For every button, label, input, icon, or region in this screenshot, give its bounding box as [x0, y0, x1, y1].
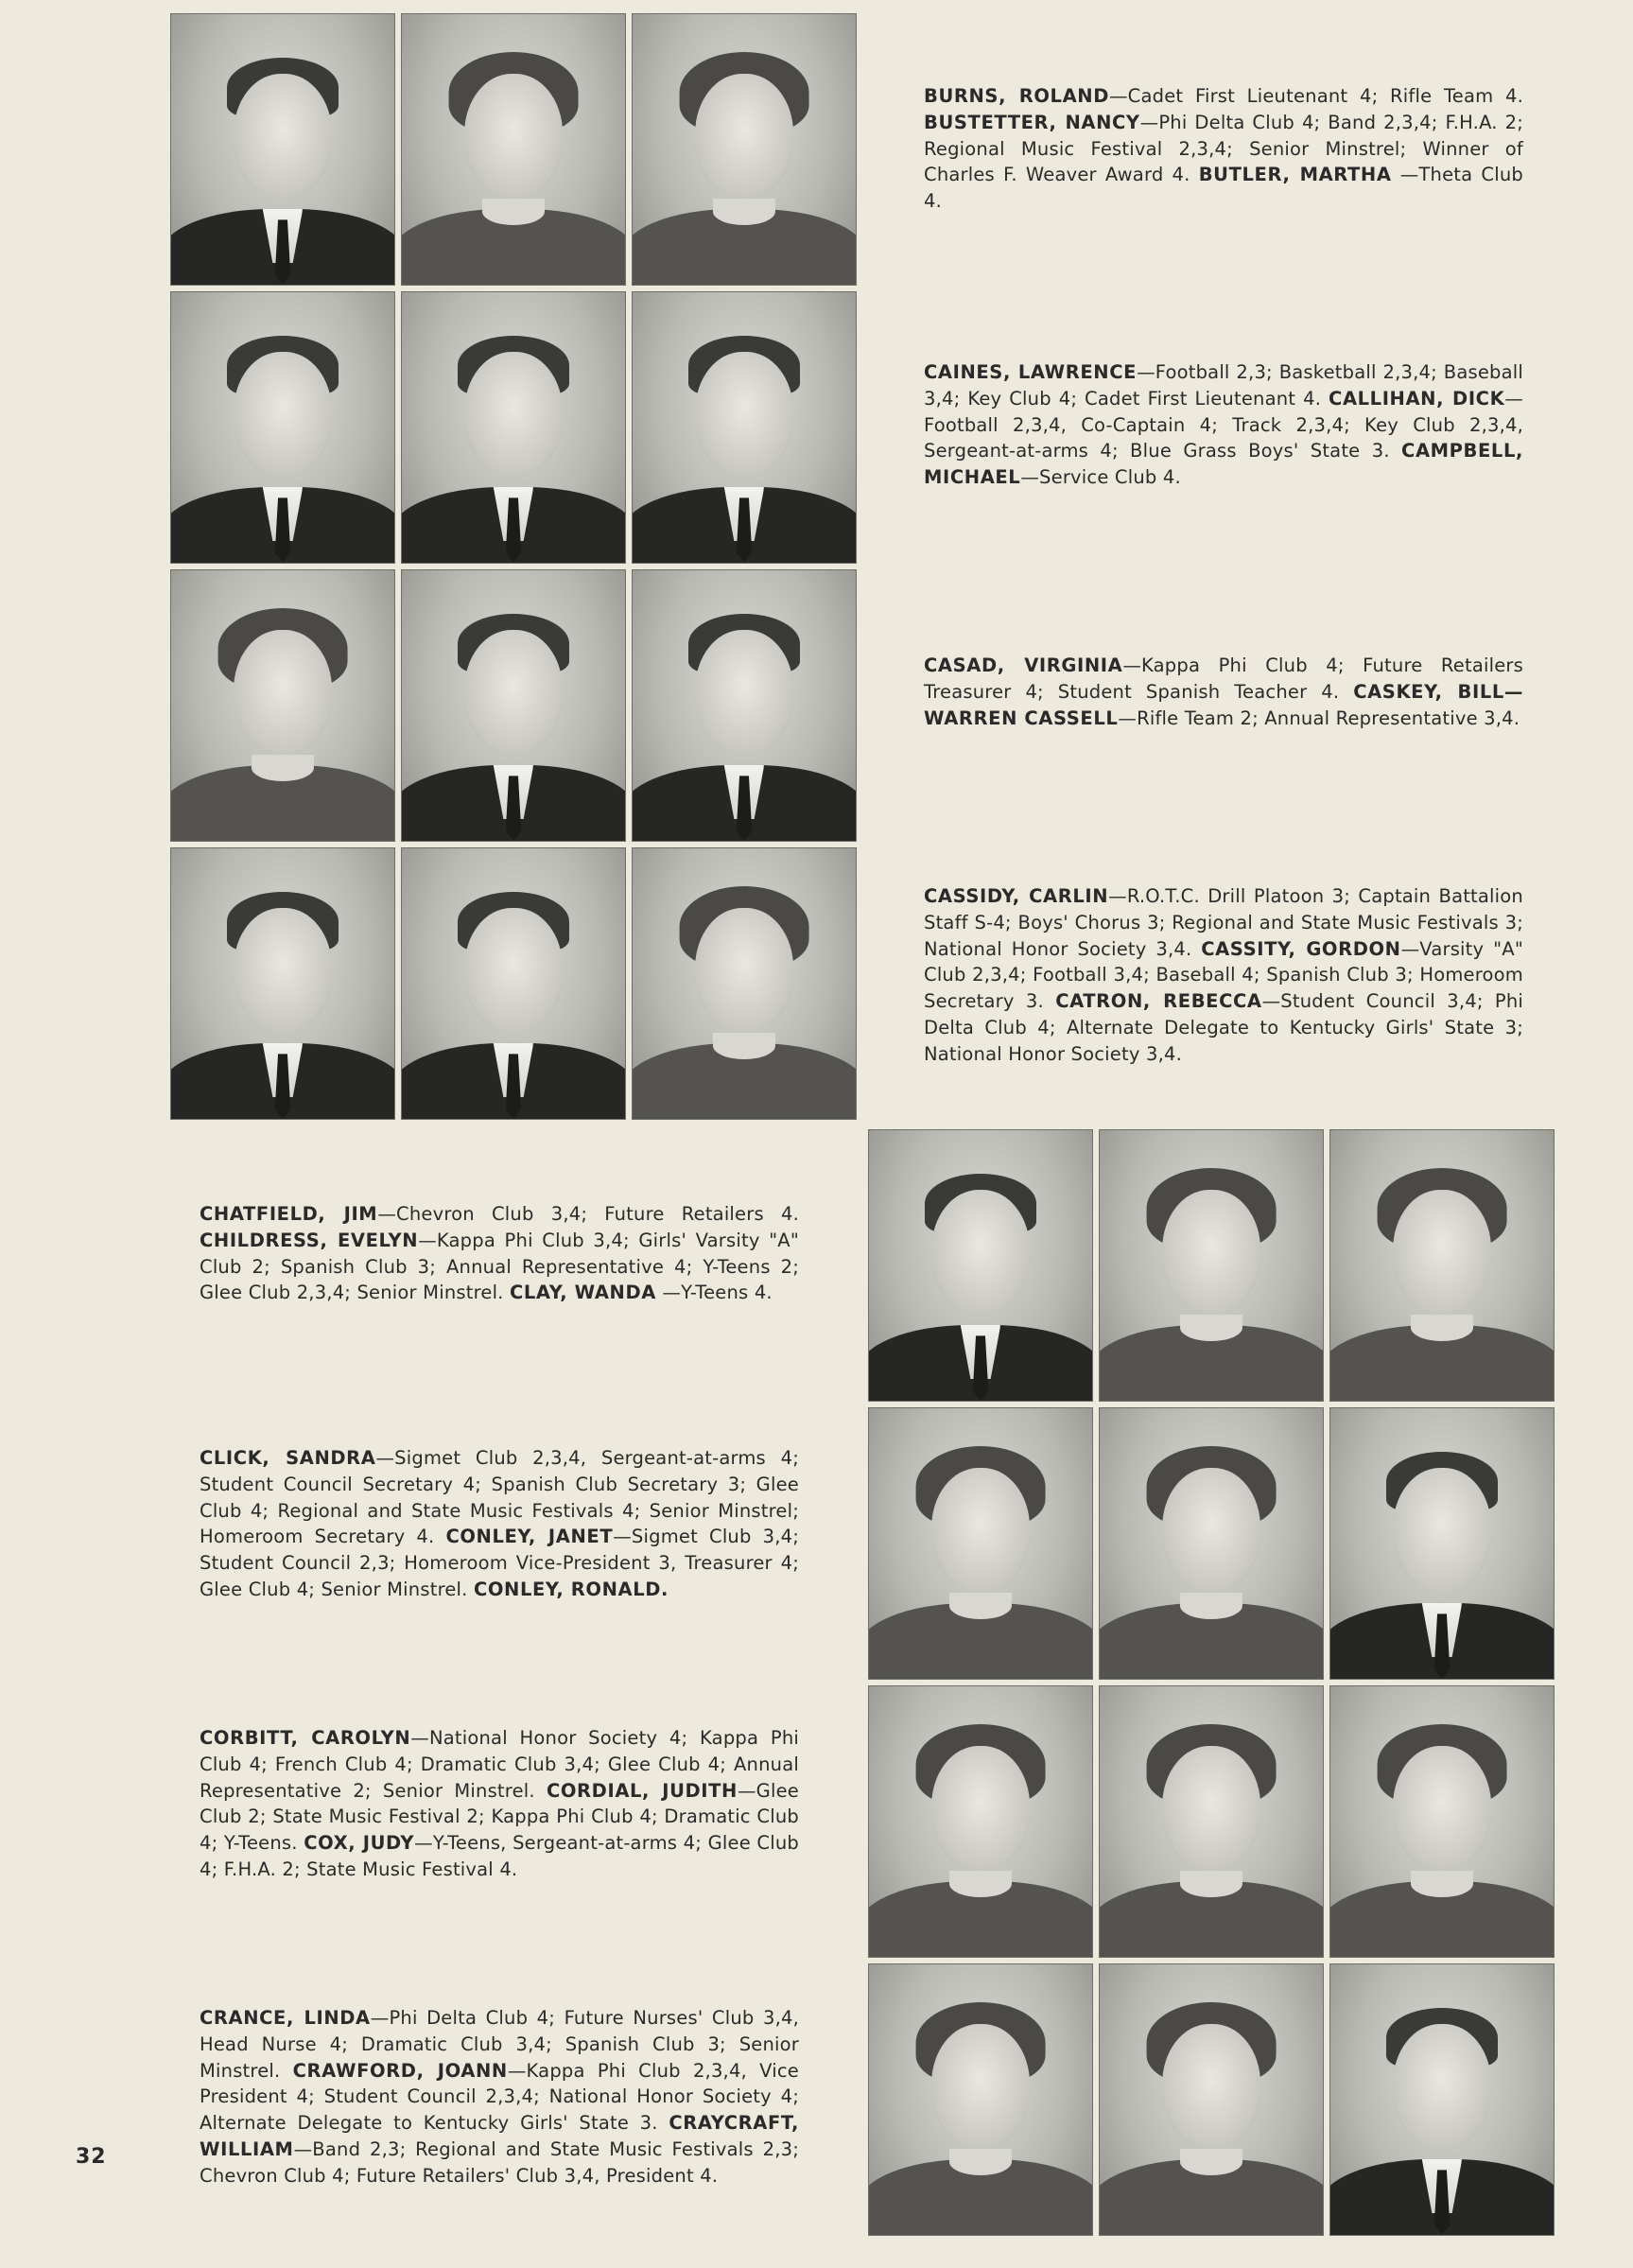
student-portrait-photo: [1329, 1407, 1555, 1680]
student-portrait-photo: [868, 1129, 1093, 1402]
student-portrait-photo: [868, 1407, 1093, 1680]
page-number: 32: [76, 2145, 107, 2169]
student-portrait-photo: [401, 847, 626, 1120]
student-portrait-photo: [868, 1685, 1093, 1958]
top-photo-grid: [170, 13, 857, 1120]
student-portrait-photo: [1099, 1685, 1324, 1958]
student-portrait-photo: [868, 1963, 1093, 2236]
student-portrait-photo: [1099, 1407, 1324, 1680]
entry-chatfield-childress-clay: CHATFIELD, JIM—Chevron Club 3,4; Future Retailers 4. CHILDRESS, EVELYN—Kappa Phi Club 3,4; Girls' Varsity "A" Club 2; Spanish Club 3; Annual Representative 4; Y-Teens 2; Glee Club 2,3,4; Senior Minstrel. CLAY, WANDA —Y-Teens 4.: [200, 1203, 800, 1304]
student-portrait-photo: [1099, 1129, 1324, 1402]
student-portrait-photo: [401, 569, 626, 842]
bottom-photo-grid: [868, 1129, 1555, 2236]
entry-cassidy-cassity-catron: CASSIDY, CARLIN—R.O.T.C. Drill Platoon 3; Captain Battalion Staff S-4; Boys' Chorus 3; Regional and State Music Festivals 3; National Honor Society 3,4. CASSITY, GORDON—Varsity "A" Club 2,3,4; Football 3,4; Baseball 4; Spanish Club 3; Homeroom Secretary 3. CATRON, REBECCA—Student Council 3,4; Phi Delta Club 4; Alternate Delegate to Kentucky Girls' State 3; National Honor Society 3,4.: [924, 885, 1524, 1065]
student-portrait-photo: [170, 13, 395, 286]
student-portrait-photo: [1329, 1685, 1555, 1958]
entry-caines-callihan-campbell: CAINES, LAWRENCE—Football 2,3; Basketball 2,3,4; Baseball 3,4; Key Club 4; Cadet First Lieutenant 4. CALLIHAN, DICK—Football 2,3,4, Co-Captain 4; Track 2,3,4; Key Club 2,3,4, Sergeant-at-arms 4; Blue Grass Boys' State 3. CAMPBELL, MICHAEL—Service Club 4.: [924, 361, 1523, 489]
student-portrait-photo: [632, 569, 857, 842]
student-portrait-photo: [170, 569, 395, 842]
entry-click-conley: CLICK, SANDRA—Sigmet Club 2,3,4, Sergeant-at-arms 4; Student Council Secretary 4; Spanish Club Secretary 3; Glee Club 4; Regional and State Music Festivals 4; Senior Minstrel; Homeroom Secretary 4. CONLEY, JANET—Sigmet Club 3,4; Student Council 2,3; Homeroom Vice-President 3, Treasurer 4; Glee Club 4; Senior Minstrel. CONLEY, RONALD.: [200, 1447, 800, 1600]
entry-crance-crawford-craycraft: CRANCE, LINDA—Phi Delta Club 4; Future Nurses' Club 3,4, Head Nurse 4; Dramatic Club 3,4; Spanish Club 3; Senior Minstrel. CRAWFORD, JOANN—Kappa Phi Club 2,3,4, Vice President 4; Student Council 2,3,4; National Honor Society 4; Alternate Delegate to Kentucky Girls' State 3. CRAYCRAFT, WILLIAM—Band 2,3; Regional and State Music Festivals 2,3; Chevron Club 4; Future Retailers' Club 3,4, President 4.: [200, 2007, 800, 2187]
entry-burns-bustetter-butler: BURNS, ROLAND—Cadet First Lieutenant 4; Rifle Team 4. BUSTETTER, NANCY—Phi Delta Club 4; Band 2,3,4; F.H.A. 2; Regional Music Festival 2,3,4; Senior Minstrel; Winner of Charles F. Weaver Award 4. BUTLER, MARTHA —Theta Club 4.: [924, 85, 1523, 213]
student-portrait-photo: [1329, 1129, 1555, 1402]
student-portrait-photo: [401, 291, 626, 564]
student-portrait-photo: [401, 13, 626, 286]
entry-casad-caskey: CASAD, VIRGINIA—Kappa Phi Club 4; Future Retailers Treasurer 4; Student Spanish Teacher 4. CASKEY, BILL— WARREN CASSELL—Rifle Team 2; Annual Representative 3,4.: [924, 654, 1524, 729]
student-portrait-photo: [170, 291, 395, 564]
entry-corbitt-cordial-cox: CORBITT, CAROLYN—National Honor Society 4; Kappa Phi Club 4; French Club 4; Dramatic Club 3,4; Glee Club 4; Annual Representative 2; Senior Minstrel. CORDIAL, JUDITH—Glee Club 2; State Music Festival 2; Kappa Phi Club 4; Dramatic Club 4; Y-Teens. COX, JUDY—Y-Teens, Sergeant-at-arms 4; Glee Club 4; F.H.A. 2; State Music Festival 4.: [200, 1727, 799, 1880]
student-portrait-photo: [1329, 1963, 1555, 2236]
student-portrait-photo: [1099, 1963, 1324, 2236]
student-portrait-photo: [632, 847, 857, 1120]
student-portrait-photo: [632, 13, 857, 286]
student-portrait-photo: [632, 291, 857, 564]
student-portrait-photo: [170, 847, 395, 1120]
